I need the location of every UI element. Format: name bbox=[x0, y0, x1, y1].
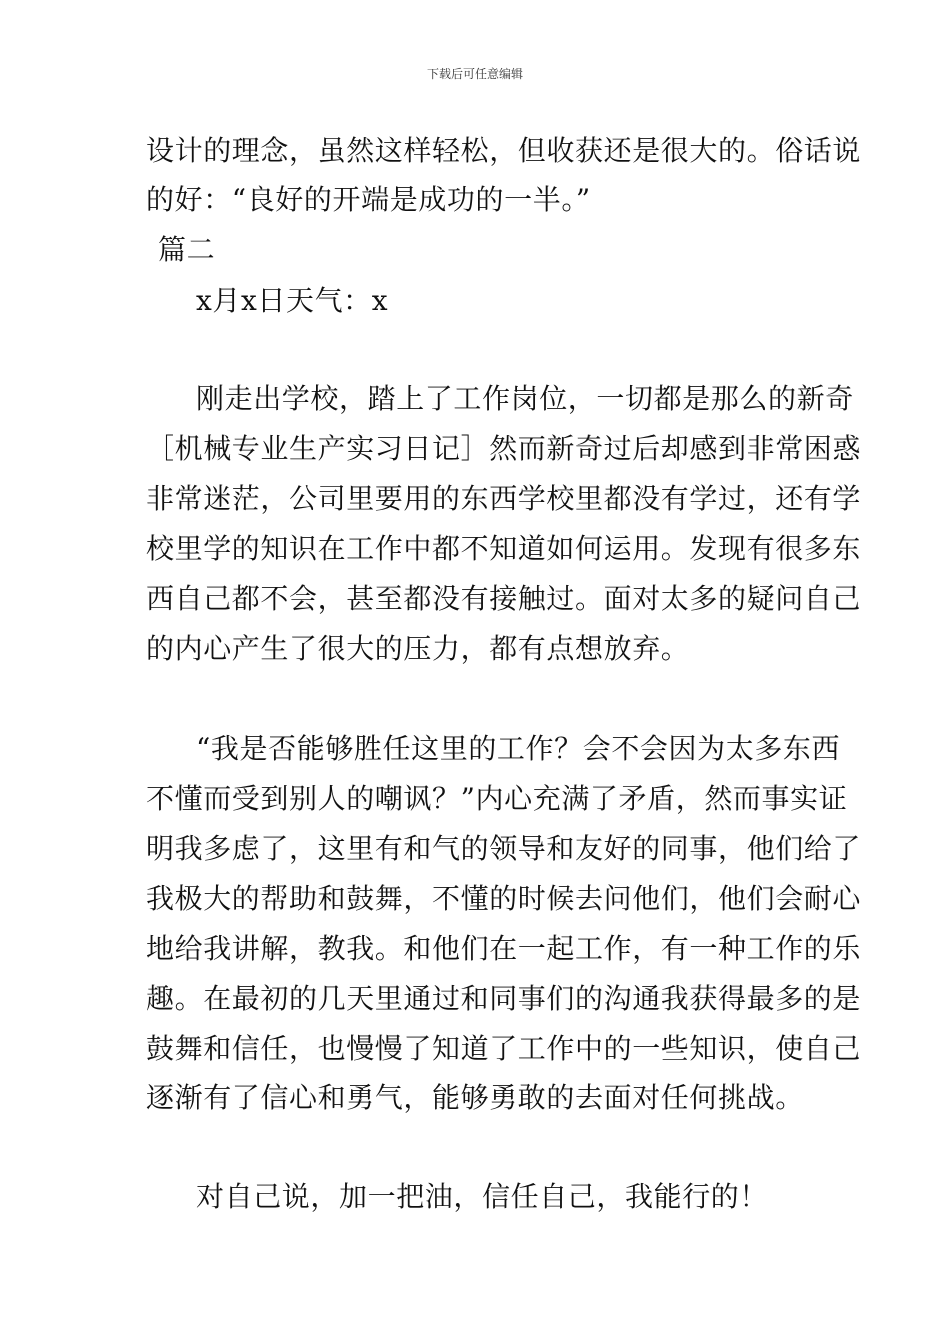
paragraph-line: ［机械专业生产实习日记］然而新奇过后却感到非常困惑 bbox=[146, 432, 862, 465]
section-heading: 篇二 bbox=[158, 233, 216, 266]
page-header: 下载后可任意编辑 bbox=[426, 67, 523, 81]
paragraph-line: 校里学的知识在工作中都不知道如何运用。发现有很多东 bbox=[146, 532, 862, 565]
paragraph-line: 不懂而受到别人的嘲讽？”内心充满了矛盾，然而事实证 bbox=[146, 782, 848, 815]
paragraph-line: 设计的理念，虽然这样轻松，但收获还是很大的。俗话说 bbox=[146, 134, 862, 167]
date-weather-line: x月x日天气：x bbox=[196, 284, 389, 317]
paragraph-line: 地给我讲解，教我。和他们在一起工作，有一种工作的乐 bbox=[146, 932, 862, 965]
paragraph-line: 逐渐有了信心和勇气，能够勇敢的去面对任何挑战。 bbox=[146, 1081, 804, 1114]
paragraph-line: 我极大的帮助和鼓舞，不懂的时候去问他们，他们会耐心 bbox=[146, 882, 862, 915]
paragraph-line: 的内心产生了很大的压力，都有点想放弃。 bbox=[146, 632, 690, 665]
paragraph-line: 趣。在最初的几天里通过和同事们的沟通我获得最多的是 bbox=[146, 982, 862, 1015]
paragraph-line: 鼓舞和信任，也慢慢了知道了工作中的一些知识，使自己 bbox=[146, 1032, 862, 1065]
paragraph-line: 非常迷茫，公司里要用的东西学校里都没有学过，还有学 bbox=[146, 482, 862, 515]
paragraph-line: 对自己说，加一把油，信任自己，我能行的！ bbox=[196, 1180, 769, 1213]
paragraph-line: 的好：“良好的开端是成功的一半。” bbox=[146, 183, 591, 216]
paragraph-line: “我是否能够胜任这里的工作？会不会因为太多东西 bbox=[196, 732, 841, 765]
paragraph-line: 西自己都不会，甚至都没有接触过。面对太多的疑问自己 bbox=[146, 582, 862, 615]
paragraph-line: 刚走出学校，踏上了工作岗位，一切都是那么的新奇 bbox=[196, 382, 854, 415]
paragraph-line: 明我多虑了，这里有和气的领导和友好的同事，他们给了 bbox=[146, 832, 862, 865]
